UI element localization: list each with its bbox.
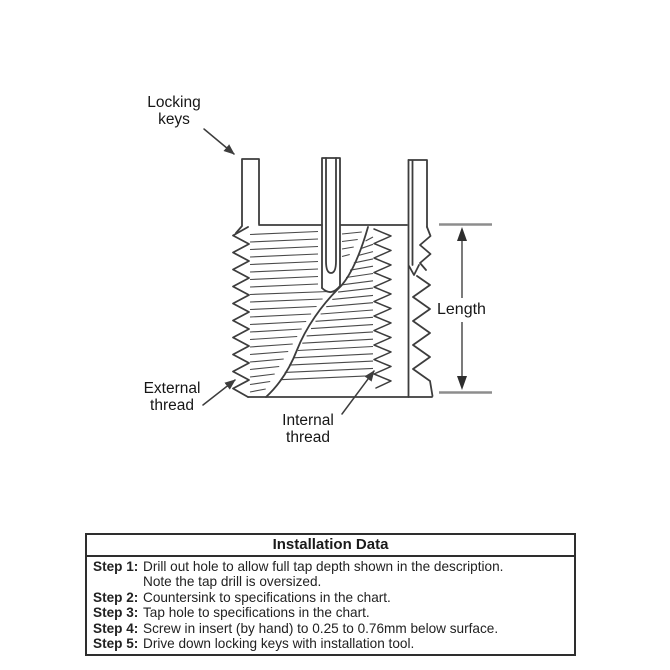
- locking-key-left: [236, 159, 259, 233]
- table-row: [93, 559, 570, 590]
- table-row: [93, 605, 570, 620]
- table-title: Installation Data: [87, 535, 574, 557]
- external-thread-profile-right: [413, 276, 433, 396]
- internal-thread-leader-arrow: [342, 371, 374, 414]
- step-text: Drive down locking keys with installation tool.: [143, 636, 415, 652]
- locking-key-right: [409, 160, 431, 275]
- step-label: Step 5:: [93, 636, 139, 652]
- internal-thread-profile: [374, 229, 391, 388]
- locking-keys-label: Locking keys: [147, 94, 201, 128]
- table-row: [93, 590, 570, 605]
- step-label: Step 1:: [93, 559, 139, 574]
- dim-arrowhead-down: [457, 376, 467, 390]
- locking-keys-leader-arrow: [204, 129, 234, 154]
- step-text: Tap hole to specifications in the chart.: [143, 605, 370, 621]
- step-text: Countersink to specifications in the chart.: [143, 589, 391, 605]
- internal-thread-label: Internal thread: [282, 412, 334, 446]
- table-body: [87, 557, 574, 654]
- thread-section-lines: [250, 232, 373, 393]
- step-text: Screw in insert (by hand) to 0.25 to 0.76mm below surface.: [143, 620, 499, 636]
- installation-data-table: [85, 533, 576, 656]
- step-label: Step 2:: [93, 589, 139, 605]
- external-thread-profile-left: [233, 227, 249, 397]
- dim-arrowhead-up: [457, 227, 467, 241]
- table-row: [93, 636, 570, 651]
- step-text: Drill out hole to allow full tap depth shown in the description. Note the tap drill is oversized.: [143, 559, 504, 590]
- table-row: [93, 621, 570, 636]
- external-thread-label: External thread: [143, 380, 201, 414]
- step-label: Step 4:: [93, 620, 139, 636]
- step-label: Step 3:: [93, 605, 139, 621]
- length-label: Length: [437, 301, 486, 318]
- locking-key-center: [322, 158, 340, 292]
